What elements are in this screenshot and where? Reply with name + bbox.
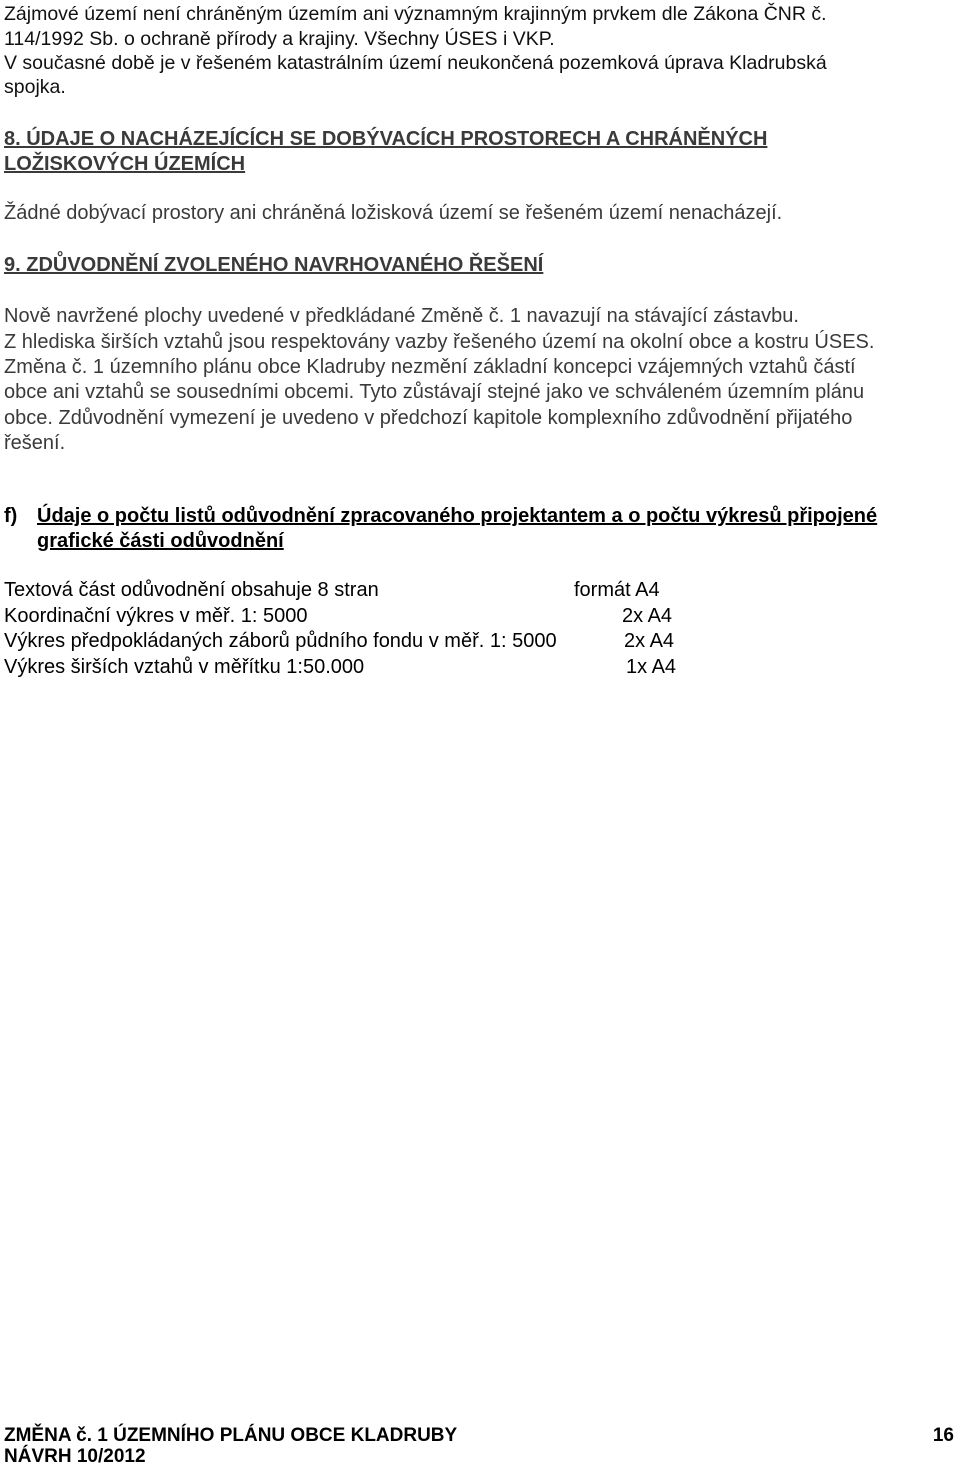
intro-line: 114/1992 Sb. o ochraně přírody a krajiny. Všechny ÚSES i VKP.	[4, 28, 555, 50]
section-9-line: Změna č. 1 územního plánu obce Kladruby nezmění základní koncepci vzájemných vztahů částí	[4, 356, 856, 378]
section-8-text: Žádné dobývací prostory ani chráněná ložisková území se řešeném území nenacházejí.	[4, 202, 783, 224]
section-9-line: obce. Zdůvodnění vymezení je uvedeno v předchozí kapitole komplexního zdůvodnění přijatého	[4, 407, 853, 429]
list-item-description: Výkres širších vztahů v měřítku 1:50.000	[4, 656, 365, 678]
footer-subtitle: NÁVRH 10/2012	[4, 1446, 146, 1467]
section-f-heading-text: Údaje o počtu listů odůvodnění zpracovaného projektantem a o počtu výkresů připojené	[37, 505, 878, 527]
intro-line: Zájmové území není chráněným územím ani významným krajinným prvkem dle Zákona ČNR č.	[4, 3, 827, 25]
list-item-format: 1x A4	[626, 656, 677, 678]
list-item-format: formát A4	[574, 579, 660, 601]
list-item	[4, 604, 684, 629]
intro-line: V současné době je v řešeném katastrálním území neukončená pozemková úprava Kladrubská	[4, 52, 827, 74]
list-item-format: 2x A4	[624, 630, 675, 652]
footer-title: ZMĚNA č. 1 ÚZEMNÍHO PLÁNU OBCE KLADRUBY	[4, 1425, 458, 1446]
section-9-line: řešení.	[4, 432, 66, 454]
list-item-format: 2x A4	[622, 605, 673, 627]
list-item	[4, 655, 684, 680]
section-9-line: Z hlediska širších vztahů jsou respektovány vazby řešeného území na okolní obce a kostru ÚSES.	[4, 331, 875, 353]
page-number: 16	[932, 1425, 954, 1446]
section-9-line: Nově navržené plochy uvedené v předkládané Změně č. 1 navazují na stávající zástavbu.	[4, 305, 799, 327]
list-item-description: Koordinační výkres v měř. 1: 5000	[4, 605, 308, 627]
section-8-heading: 8. ÚDAJE O NACHÁZEJÍCÍCH SE DOBÝVACÍCH PROSTORECH A CHRÁNĚNÝCH	[4, 128, 768, 150]
intro-line: spojka.	[4, 76, 66, 98]
section-f-heading-text: grafické části odůvodnění	[37, 530, 284, 552]
list-item	[4, 629, 684, 654]
list-item-description: Výkres předpokládaných záborů půdního fondu v měř. 1: 5000	[4, 630, 557, 652]
list-item	[4, 578, 684, 603]
section-9-heading: 9. ZDŮVODNĚNÍ ZVOLENÉHO NAVRHOVANÉHO ŘEŠENÍ	[4, 254, 544, 276]
section-f-heading	[4, 529, 960, 553]
list-item-description: Textová část odůvodnění obsahuje 8 stran	[4, 579, 379, 601]
section-9-line: obce ani vztahů se sousedními obcemi. Tyto zůstávají stejné jako ve schváleném územním plánu	[4, 381, 865, 403]
section-f-heading	[4, 504, 960, 528]
section-8-heading: LOŽISKOVÝCH ÚZEMÍCH	[4, 153, 246, 175]
section-f-label: f)	[4, 505, 18, 527]
